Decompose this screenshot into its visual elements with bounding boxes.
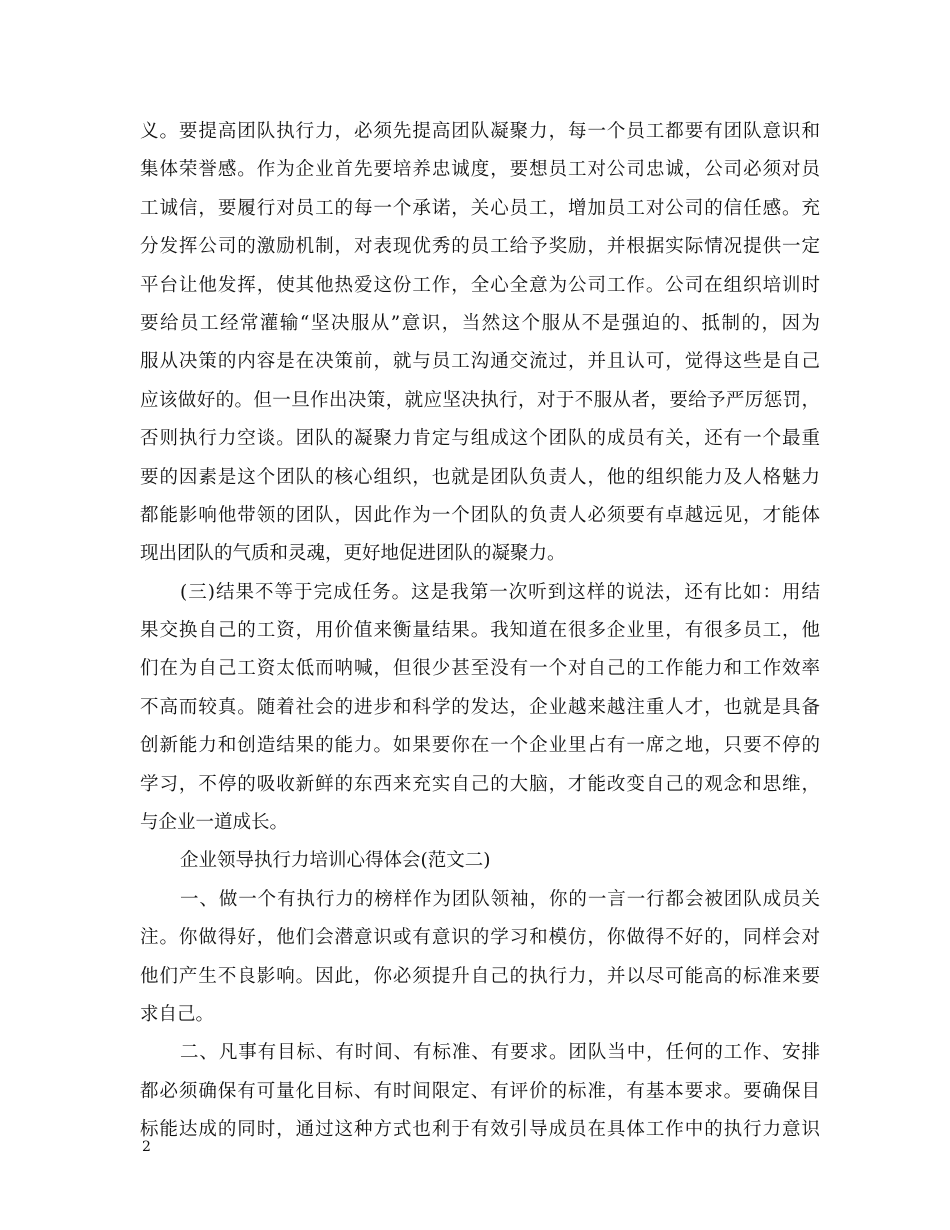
text-line: 分发挥公司的激励机制，对表现优秀的员工给予奖励，并根据实际情况提供一定 — [140, 236, 820, 258]
page-number: 2 — [142, 1139, 151, 1155]
text-line: 否则执行力空谈。团队的凝聚力肯定与组成这个团队的成员有关，还有一个最重 — [140, 428, 820, 450]
text-line: 学习，不停的吸收新鲜的东西来充实自己的大脑，才能改变自己的观念和思维， — [140, 773, 820, 795]
section-heading: 企业领导执行力培训心得体会(范文二) — [180, 850, 491, 872]
text-line: 要给员工经常灌输“坚决服从”意识，当然这个服从不是强迫的、抵制的，因为 — [140, 312, 820, 334]
body-text — [140, 113, 820, 1150]
text-line: 一、做一个有执行力的榜样作为团队领袖，你的一言一行都会被团队成员关 — [180, 888, 820, 910]
text-line: 果交换自己的工资，用价值来衡量结果。我知道在很多企业里，有很多员工，他 — [140, 620, 820, 642]
text-line: 注。你做得好，他们会潜意识或有意识的学习和模仿，你做得不好的，同样会对 — [140, 927, 820, 949]
text-line: 义。要提高团队执行力，必须先提高团队凝聚力，每一个员工都要有团队意识和 — [140, 121, 820, 142]
text-line: 都必须确保有可量化目标、有时间限定、有评价的标准，有基本要求。要确保目 — [140, 1080, 820, 1102]
text-line: 与企业一道成长。 — [140, 812, 289, 834]
text-line: 现出团队的气质和灵魂，更好地促进团队的凝聚力。 — [140, 543, 566, 565]
text-line: 要的因素是这个团队的核心组织，也就是团队负责人，他的组织能力及人格魅力 — [140, 466, 820, 488]
text-line: 求自己。 — [140, 1003, 215, 1025]
text-line: (三)结果不等于完成任务。这是我第一次听到这样的说法，还有比如：用结 — [180, 581, 820, 603]
text-line: 他们产生不良影响。因此，你必须提升自己的执行力，并以尽可能高的标准来要 — [140, 965, 820, 987]
text-line: 都能影响他带领的团队，因此作为一个团队的负责人必须要有卓越远见，才能体 — [140, 504, 820, 526]
text-line: 标能达成的同时，通过这种方式也利于有效引导成员在具体工作中的执行力意识 — [140, 1119, 820, 1141]
text-line: 集体荣誉感。作为企业首先要培养忠诚度，要想员工对公司忠诚，公司必须对员 — [140, 159, 820, 181]
text-line: 创新能力和创造结果的能力。如果要你在一个企业里占有一席之地，只要不停的 — [140, 735, 820, 757]
text-line: 工诚信，要履行对员工的每一个承诺，关心员工，增加员工对公司的信任感。充 — [140, 197, 820, 219]
text-line: 平台让他发挥，使其他热爱这份工作，全心全意为公司工作。公司在组织培训时 — [140, 274, 820, 296]
text-line: 不高而较真。随着社会的进步和科学的发达，企业越来越注重人才，也就是具备 — [140, 696, 820, 718]
text-line: 服从决策的内容是在决策前，就与员工沟通交流过，并且认可，觉得这些是自己 — [140, 351, 820, 373]
text-line: 们在为自己工资太低而呐喊，但很少甚至没有一个对自己的工作能力和工作效率 — [140, 658, 820, 680]
text-line: 二、凡事有目标、有时间、有标准、有要求。团队当中，任何的工作、安排 — [180, 1042, 820, 1064]
text-line: 应该做好的。但一旦作出决策，就应坚决执行，对于不服从者，要给予严厉惩罚， — [140, 389, 820, 411]
